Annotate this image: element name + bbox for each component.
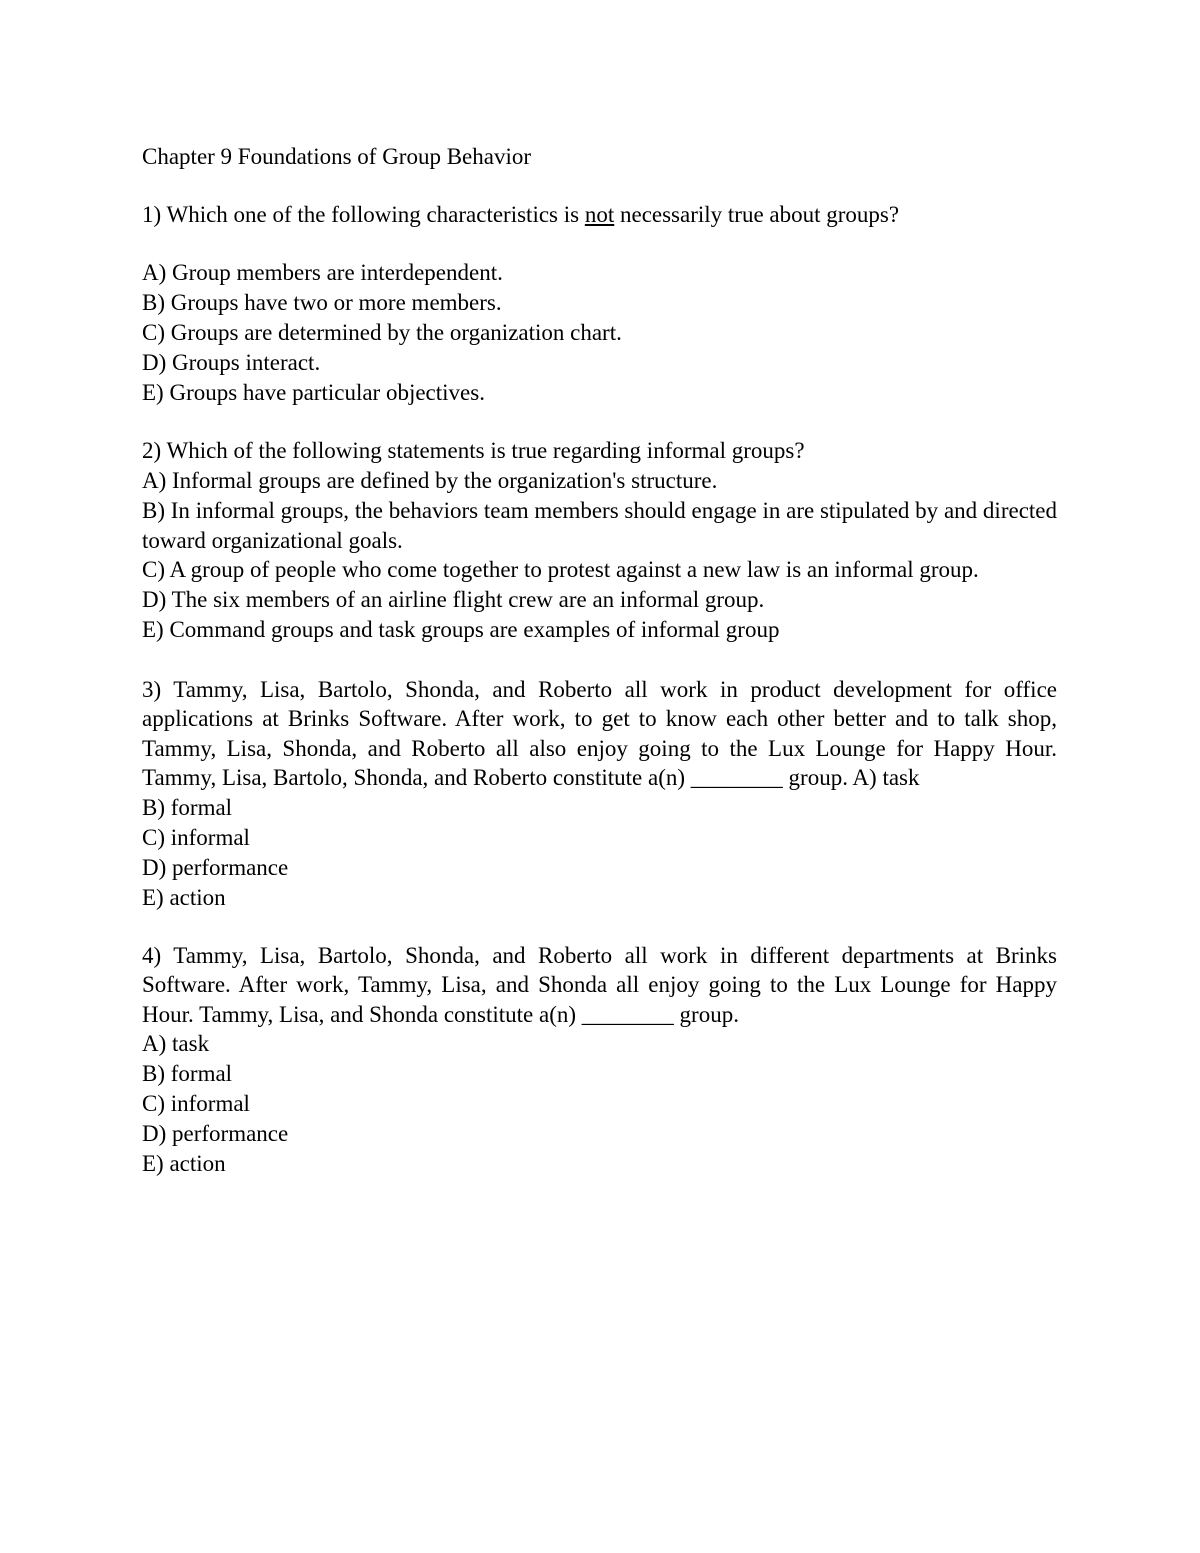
page-title: Chapter 9 Foundations of Group Behavior xyxy=(142,144,532,169)
question-2-options xyxy=(142,466,1057,645)
option-item: B) In informal groups, the behaviors team members should engage in are stipulated by and directed toward organizational goals. xyxy=(142,498,1057,553)
option-item: A) Informal groups are defined by the organization's structure. xyxy=(142,468,718,493)
option-item: E) Groups have particular objectives. xyxy=(142,380,485,405)
option-item: C) A group of people who come together to protest against a new law is an informal group. xyxy=(142,557,979,582)
option-item: C) informal xyxy=(142,824,250,850)
option-item: A) task xyxy=(142,1031,210,1056)
option-item: D) performance xyxy=(142,854,289,880)
option-item: D) The six members of an airline flight crew are an informal group. xyxy=(142,586,765,612)
document-page xyxy=(142,142,1057,1179)
option-item: D) performance xyxy=(142,1121,289,1146)
question-1 xyxy=(142,200,1057,230)
option-item: B) formal xyxy=(142,794,233,820)
question-1-emphasis: not xyxy=(584,202,615,227)
option-item: E) action xyxy=(142,1151,226,1176)
question-3: 3) Tammy, Lisa, Bartolo, Shonda, and Roberto all work in product development for office applications at Brinks Software. After work, to get to know each other better and to talk shop, Tammy, Lisa, Shonda, and Roberto all also enjoy going to the Lux Lounge for Happy Hour. Tammy, Lisa, Bartolo, Shonda, and Roberto constitute a(n) ________ group. A) task xyxy=(142,676,1057,790)
question-1-options xyxy=(142,258,1057,408)
option-item: A) Group members are interdependent. xyxy=(142,260,503,285)
option-item: E) action xyxy=(142,884,226,910)
question-2: 2) Which of the following statements is true regarding informal groups? xyxy=(142,438,805,463)
question-1-prefix: 1) Which one of the following characteristics is xyxy=(142,202,585,227)
question-4-options xyxy=(142,1029,1057,1179)
option-item: D) Groups interact. xyxy=(142,350,321,375)
option-item: E) Command groups and task groups are examples of informal group xyxy=(142,616,780,642)
question-1-suffix: necessarily true about groups? xyxy=(614,202,900,227)
option-item: B) Groups have two or more members. xyxy=(142,290,502,315)
option-item: C) Groups are determined by the organization chart. xyxy=(142,320,622,345)
option-item: B) formal xyxy=(142,1061,233,1086)
question-3-options xyxy=(142,793,1057,913)
question-4: 4) Tammy, Lisa, Bartolo, Shonda, and Roberto all work in different departments at Brinks Software. After work, Tammy, Lisa, and Shonda all enjoy going to the Lux Lounge for Happy Hour. Tammy, Lisa, and Shonda constitute a(n) ________ group. xyxy=(142,942,1057,1027)
option-item: C) informal xyxy=(142,1091,250,1116)
